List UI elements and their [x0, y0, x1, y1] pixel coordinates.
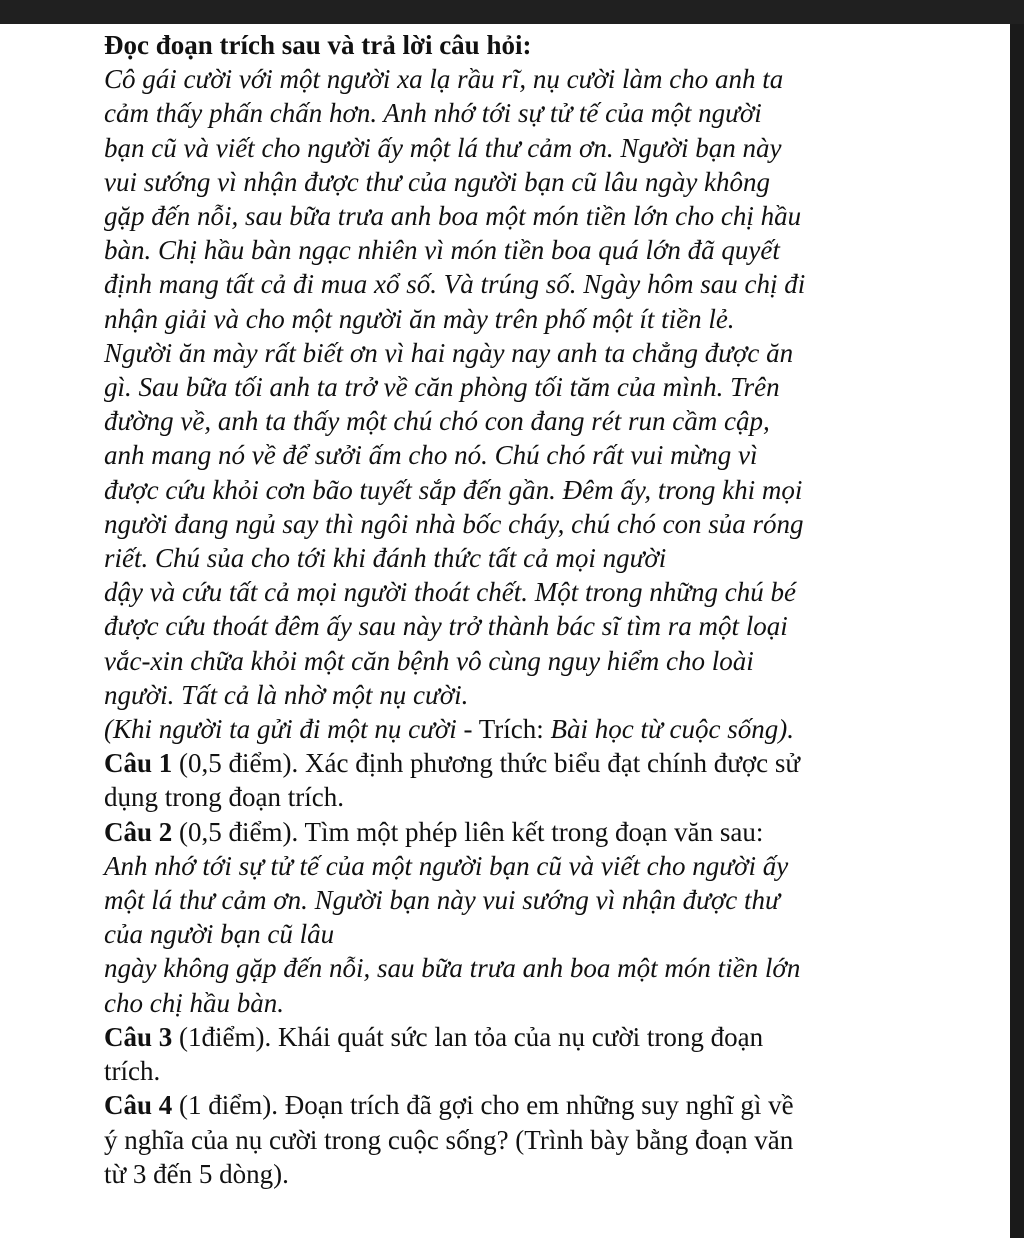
question-text: (0,5 điểm). Xác định phương thức biểu đạt chính được sử: [172, 748, 800, 779]
passage-line: vui sướng vì nhận được thư của người bạn cũ lâu ngày không: [104, 166, 771, 197]
question-text: (1 điểm). Đoạn trích đã gợi cho em những suy nghĩ gì về: [172, 1090, 794, 1121]
question-2-quote: [104, 849, 904, 1020]
passage: [104, 62, 904, 712]
document-content: [104, 28, 904, 1191]
source-title: (Khi người ta gửi đi một nụ cười: [104, 714, 457, 745]
passage-line: được cứu thoát đêm ấy sau này trở thành bác sĩ tìm ra một loại: [104, 611, 788, 642]
question-1: [104, 746, 904, 814]
passage-line: dậy và cứu tất cả mọi người thoát chết. Một trong những chú bé: [104, 577, 796, 608]
quote-line: của người bạn cũ lâu: [104, 919, 335, 950]
passage-line: vắc-xin chữa khỏi một căn bệnh vô cùng nguy hiểm cho loài: [104, 645, 754, 676]
question-4-line: [104, 1088, 904, 1122]
passage-line: nhận giải và cho một người ăn mày trên phố một ít tiền lẻ.: [104, 303, 735, 334]
passage-line: bạn cũ và viết cho người ấy một lá thư cảm ơn. Người bạn này: [104, 132, 782, 163]
quote-line: ngày không gặp đến nỗi, sau bữa trưa anh boa một món tiền lớn: [104, 953, 801, 984]
question-3-line: [104, 1020, 904, 1054]
question-text: từ 3 đến 5 dòng).: [104, 1158, 289, 1189]
passage-line: gặp đến nỗi, sau bữa trưa anh boa một món tiền lớn cho chị hầu: [104, 201, 802, 232]
passage-line: cảm thấy phấn chấn hơn. Anh nhớ tới sự tử tế của một người: [104, 98, 762, 129]
quote-line: Anh nhớ tới sự tử tế của một người bạn cũ và viết cho người ấy: [104, 850, 789, 881]
quote-line: cho chị hầu bàn.: [104, 987, 284, 1018]
passage-line: anh mang nó về để sưởi ấm cho nó. Chú chó rất vui mừng vì: [104, 440, 758, 471]
passage-line: định mang tất cả đi mua xổ số. Và trúng số. Ngày hôm sau chị đi: [104, 269, 806, 300]
passage-line: Người ăn mày rất biết ơn vì hai ngày nay anh ta chẳng được ăn: [104, 337, 794, 368]
passage-line: người đang ngủ say thì ngôi nhà bốc cháy, chú chó con sủa róng: [104, 508, 804, 539]
source-separator: - Trích:: [456, 714, 551, 745]
quote-line: một lá thư cảm ơn. Người bạn này vui sướng vì nhận được thư: [104, 885, 780, 916]
question-text: (0,5 điểm). Tìm một phép liên kết trong đoạn văn sau:: [172, 816, 764, 847]
document-page: [0, 24, 1010, 1238]
passage-line: Cô gái cười với một người xa lạ rầu rĩ, nụ cười làm cho anh ta: [104, 64, 784, 95]
question-text: (1điểm). Khái quát sức lan tỏa của nụ cười trong đoạn: [172, 1021, 764, 1052]
question-label: Câu 2: [104, 816, 173, 847]
passage-line: riết. Chú sủa cho tới khi đánh thức tất cả mọi người: [104, 543, 667, 574]
question-label: Câu 1: [104, 748, 173, 779]
top-bar: [0, 0, 1024, 24]
question-text: dụng trong đoạn trích.: [104, 782, 344, 813]
right-edge: [1010, 24, 1024, 1238]
source-book: Bài học từ cuộc sống).: [550, 714, 794, 745]
question-text: trích.: [104, 1056, 161, 1087]
document-heading: Đọc đoạn trích sau và trả lời câu hỏi:: [104, 30, 532, 60]
question-4: [104, 1088, 904, 1191]
question-text: ý nghĩa của nụ cười trong cuộc sống? (Trình bày bằng đoạn văn: [104, 1124, 794, 1155]
question-label: Câu 3: [104, 1021, 173, 1052]
question-3: [104, 1020, 904, 1088]
question-label: Câu 4: [104, 1090, 173, 1121]
source-citation: [104, 712, 904, 746]
question-1-line: [104, 746, 904, 780]
passage-line: người. Tất cả là nhờ một nụ cười.: [104, 679, 469, 710]
passage-line: bàn. Chị hầu bàn ngạc nhiên vì món tiền boa quá lớn đã quyết: [104, 235, 780, 266]
question-2: [104, 815, 904, 1020]
passage-line: được cứu khỏi cơn bão tuyết sắp đến gần. Đêm ấy, trong khi mọi: [104, 474, 803, 505]
passage-line: gì. Sau bữa tối anh ta trở về căn phòng tối tăm của mình. Trên: [104, 372, 780, 403]
passage-line: đường về, anh ta thấy một chú chó con đang rét run cầm cập,: [104, 406, 770, 437]
question-2-line: [104, 815, 904, 849]
